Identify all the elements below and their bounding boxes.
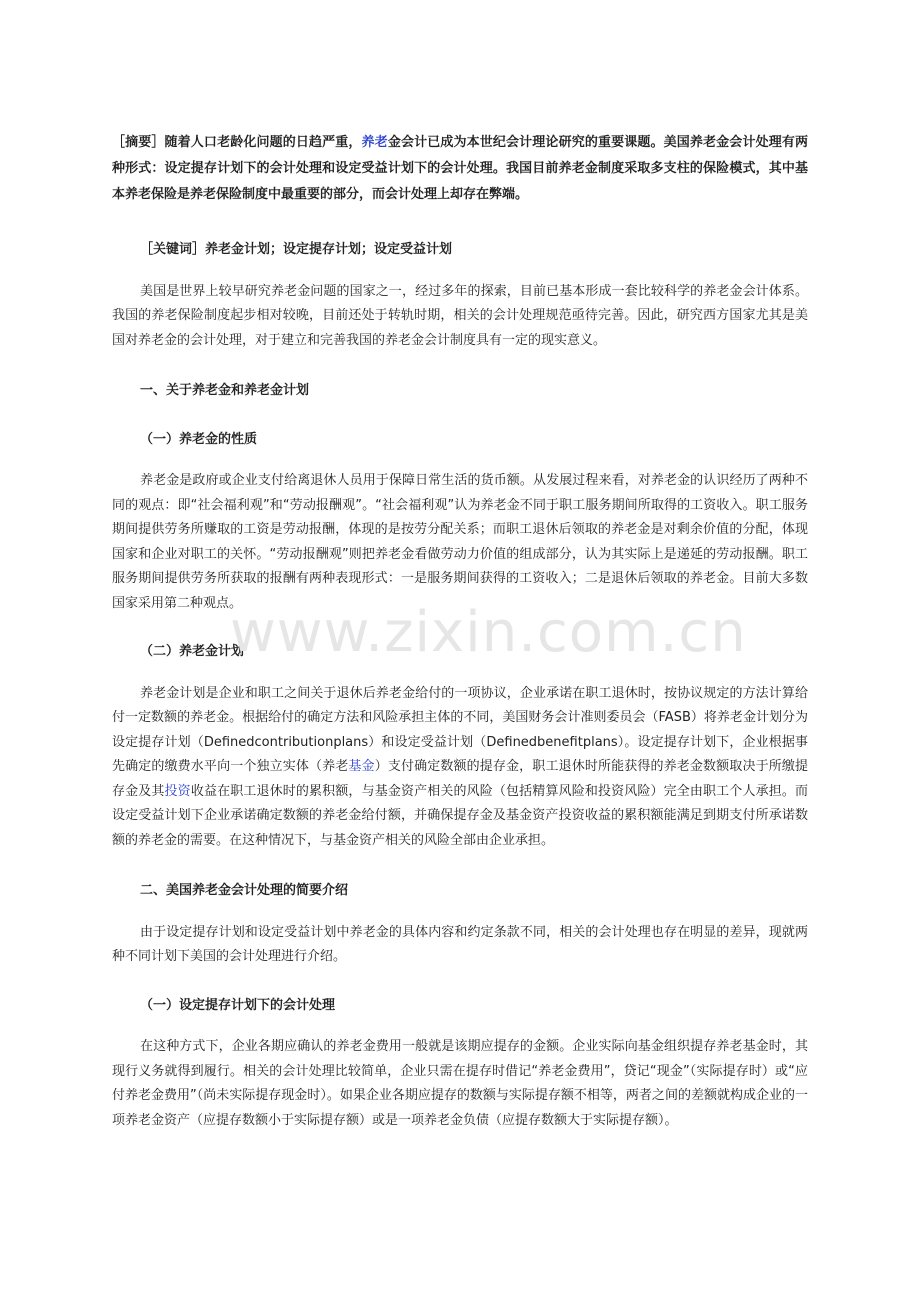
- abstract-prefix: ［摘要］随着人口老龄化问题的日趋严重，: [112, 135, 362, 150]
- section2-sub1-heading: （一）设定提存计划下的会计处理: [140, 997, 336, 1013]
- intro-paragraph: 美国是世界上较早研究养老金问题的国家之一，经过多年的探索，目前已基本形成一套比较科学的养老金会计体系。我国的养老保险制度起步相对较晚，目前还处于转轨时期，相关的会计处理规范亟待完善。因此，研究西方国家尤其是美国对养老金的会计处理，对于建立和完善我国的养老金会计制度具有一定的现实意义。: [112, 283, 808, 348]
- abstract-link[interactable]: 养老: [361, 135, 388, 150]
- section1-heading: 一、关于养老金和养老金计划: [140, 383, 310, 398]
- investment-link[interactable]: 投资: [164, 783, 191, 799]
- abstract: [112, 130, 808, 208]
- abstract-rest: 金会计已成为本世纪会计理论研究的重要课题。美国养老金会计处理有两种形式：设定提存计划下的会计处理和设定受益计划下的会计处理。我国目前养老金制度采取多支柱的保险模式，其中基本养老保险是养老保险制度中最重要的部分，而会计处理上却存在弊端。: [112, 135, 808, 202]
- sub2-text-a: 养老金计划是企业和职工之间关于退休后养老金给付的一项协议，企业承诺在职工退休时，按协议规定的方法计算给付一定数额的养老金。根据给付的确定方法和风险承担主体的不同，美国财务会计准则委员会（FASB）将养老金计划分为设定提存计划（Definedcontributionplans）和设定受益计划（Definedbenefitplans）。设定提存计划下，企业根据事先确定的缴费水平向一个独立实体（养老: [112, 685, 808, 774]
- section1-sub1-heading: （一）养老金的性质: [140, 431, 258, 447]
- sub2-text-c: 收益在职工退休时的累积额，与基金资产相关的风险（包括精算风险和投资风险）完全由职工个人承担。而设定受益计划下企业承诺确定数额的养老金给付额，并确保提存金及基金资产投资收益的累积额能满足到期支付所承诺数额的养老金的需要。在这种情况下，与基金资产相关的风险全部由企业承担。: [112, 783, 808, 848]
- sub2-text-b: ）支付确定数额的提存金，职工退休时所能获得的养老金数额取决于所缴提存金及其: [112, 759, 808, 799]
- section1-sub2-paragraph: [112, 682, 808, 854]
- fund-link[interactable]: 基金: [348, 759, 375, 774]
- document-body: [112, 130, 808, 1133]
- section1-sub1-paragraph: 养老金是政府或企业支付给离退休人员用于保障日常生活的货币额。从发展过程来看，对养老金的认识经历了两种不同的观点：即“社会福利观”和“劳动报酬观”。“社会福利观”认为养老金不同于职工服务期间所取得的工资收入。职工服务期间提供劳务所赚取的工资是劳动报酬，体现的是按劳分配关系；而职工退休后领取的养老金是对剩余价值的分配，体现国家和企业对职工的关怀。“劳动报酬观”则把养老金看做劳动力价值的组成部分，认为其实际上是递延的劳动报酬。职工服务期间提供劳务所获取的报酬有两种表现形式：一是服务期间获得的工资收入；二是退休后领取的养老金。目前大多数国家采用第二种观点。: [112, 473, 808, 611]
- section2-intro-paragraph: 由于设定提存计划和设定受益计划中养老金的具体内容和约定条款不同，相关的会计处理也存在明显的差异，现就两种不同计划下美国的会计处理进行介绍。: [112, 924, 808, 964]
- section2-sub1-paragraph: 在这种方式下，企业各期应确认的养老金费用一般就是该期应提存的金额。企业实际向基金组织提存养老基金时，其现行义务就得到履行。相关的会计处理比较简单，企业只需在提存时借记“养老金费用”，贷记“现金”（实际提存时）或“应付养老金费用”（尚未实际提存现金时）。如果企业各期应提存的数额与实际提存额不相等，两者之间的差额就构成企业的一项养老金资产（应提存数额小于实际提存额）或是一项养老金负债（应提存数额大于实际提存额）。: [112, 1039, 808, 1128]
- section1-sub2-heading: （二）养老金计划: [140, 644, 245, 659]
- keywords: ［关键词］养老金计划；设定提存计划；设定受益计划: [140, 242, 453, 257]
- section2-heading: 二、美国养老金会计处理的简要介绍: [140, 883, 349, 898]
- watermark: www.zixin.com.cn: [230, 600, 747, 665]
